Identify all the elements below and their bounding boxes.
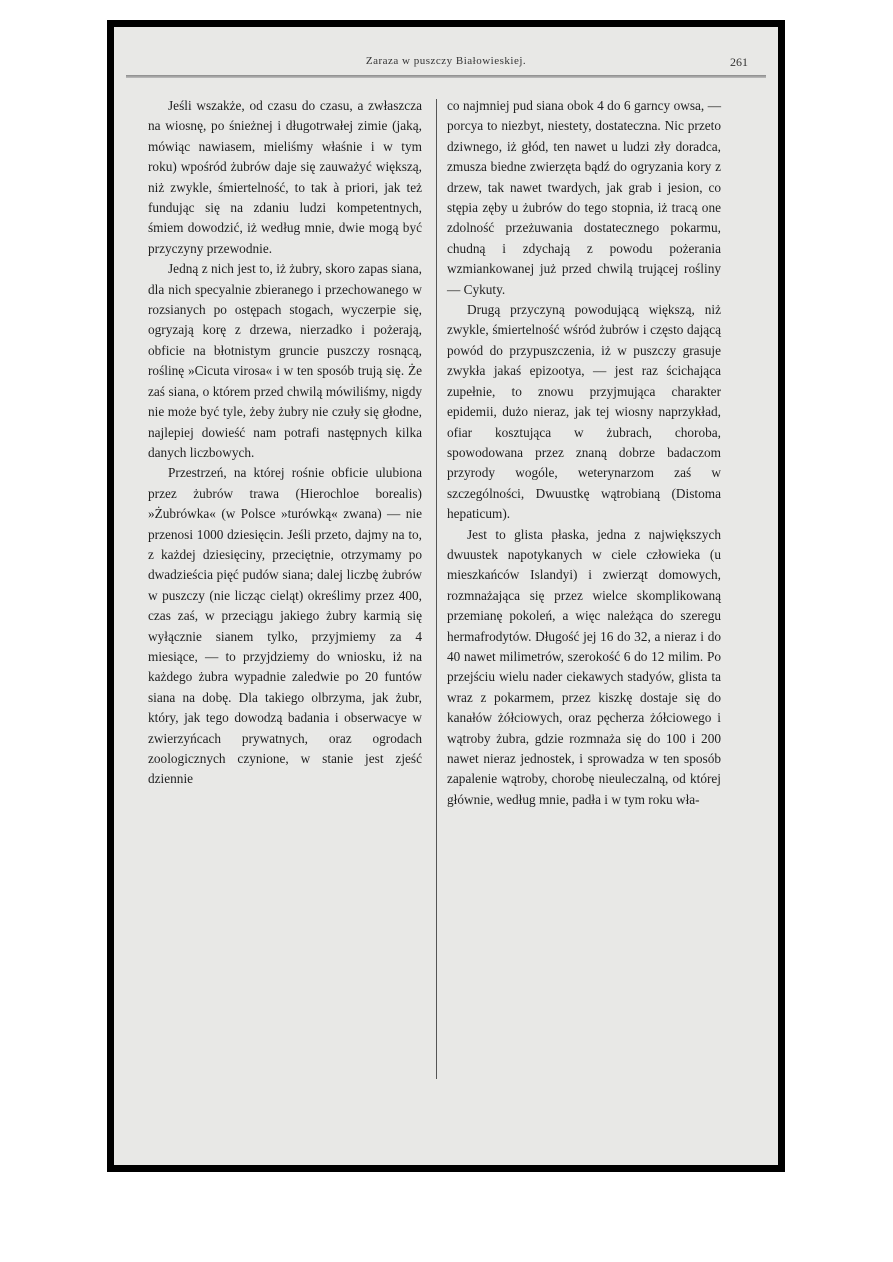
page-number: 261 (730, 55, 748, 69)
header-title: Zaraza w puszczy Białowieskiej. (365, 55, 527, 67)
paragraph: Przestrzeń, na której rośnie obficie ulubiona przez żubrów trawa (Hierochloe borealis) »Żubrówka« (w Polsce »turówką« zwana) — nie przenosi 1000 dziesięcin. Jeśli przeto, dajmy na to, z każdej dziesięciny, przeciętnie, otrzymamy po dwadzieścia pięć pudów siana; dalej liczbę żubrów w puszczy (nie licząc cieląt) określimy przez 400, czas zaś, w przeciągu jakiego żubry karmią się wyłącznie sianem tylko, przyjmiemy za 4 miesiące, — to przyjdziemy do wniosku, iż na każdego żubra wypadnie zaledwie po 20 funtów siana na dobę. Dla takiego olbrzyma, jak żubr, który, jak tego dowodzą badania i obserwacye w zwierzyńcach prywatnych, oraz ogrodach zoologicznych czynione, w stanie jest zjeść dziennie (148, 465, 422, 787)
right-column (447, 96, 721, 810)
header-rule (126, 75, 766, 78)
paragraph: Drugą przyczyną powodującą większą, niż zwykle, śmiertelność wśród żubrów i często dającą powód do przypuszczenia, iż w puszczy grasuje zwykła jakaś epizootya, — jest raz ścichająca zupełnie, to znowu przyjmująca charakter epidemii, dużo nieraz, jak tej wiosny naprzykład, ofiar kosztująca w żubrach, choroba, spowodowana przez znaną dobrze badaczom przyrody wogóle, weterynarzom zaś w szczególności, Dwuustkę wątrobianą (Distoma hepaticum). (447, 302, 721, 522)
scanned-page (114, 27, 778, 1165)
paragraph: co najmniej pud siana obok 4 do 6 garncy owsa, — porcya to niezbyt, niestety, dostateczna. Nic przeto dziwnego, iż głód, ten nawet u ludzi zły doradca, zmusza biedne zwierzęta bądź do ogryzania kory z drzew, tak nawet twardych, jak grab i jesion, co stępia zęby u żubrów do tego stopnia, iż tracą one zdolność przeżuwania dostatecznego pokarmu, chudną i zdychają z powodu pożerania wzmiankowanej już przed chwilą trującej rośliny — Cykuty. (447, 98, 721, 297)
running-header (126, 55, 766, 79)
paragraph: Jedną z nich jest to, iż żubry, skoro zapas siana, dla nich specyalnie zbieranego i przechowanego w rozsianych po ostępach stogach, wyczerpie się, ogryzają korę z drzewa, nierzadko i pożerają, obficie na błotnistym gruncie puszczy rosnącą, roślinę »Cicuta virosa« i w ten sposób trują się. Że zaś siana, o którem przed chwilą mówiliśmy, nigdy nie może być tyle, żeby żubry nie czuły się głodne, najlepiej dowieść nam potrafi następnych kilka danych liczbowych. (148, 261, 422, 460)
paragraph: Jeśli wszakże, od czasu do czasu, a zwłaszcza na wiosnę, po śnieżnej i długotrwałej zimie (jaką, mówiąc nawiasem, mieliśmy właśnie i w tym roku) wpośród żubrów daje się zauważyć większą, niż zwykle, śmiertelność, to tak à priori, jak też fundując się na zdaniu ludzi kompetentnych, śmiem dowodzić, iż według mnie, dwie mogą być przyczyny przewodnie. (148, 98, 422, 256)
paragraph: Jest to glista płaska, jedna z największych dwuustek napotykanych w ciele człowieka (u mieszkańców Islandyi) i zwierząt domowych, rozmnażająca się przez wielce skomplikowaną przemianę pokoleń, a więc należąca do szeregu hermafrodytów. Długość jej 16 do 32, a nieraz i do 40 nawet milimetrów, szerokość 6 do 12 milim. Po przejściu wielu nader ciekawych stadyów, glista ta wraz z pokarmem, przez kiszkę dostaje się do kanałów żółciowych, oraz pęcherza żółciowego i wątroby żubra, gdzie rozmnaża się do 100 i 200 nawet nieraz jednostek, i sprowadza w ten sposób zapalenie wątroby, chorobę nieuleczalną, od której głównie, według mnie, padła i w tym roku wła- (447, 526, 721, 807)
page-frame (107, 20, 785, 1172)
column-divider (436, 99, 437, 1079)
left-column (148, 96, 422, 790)
